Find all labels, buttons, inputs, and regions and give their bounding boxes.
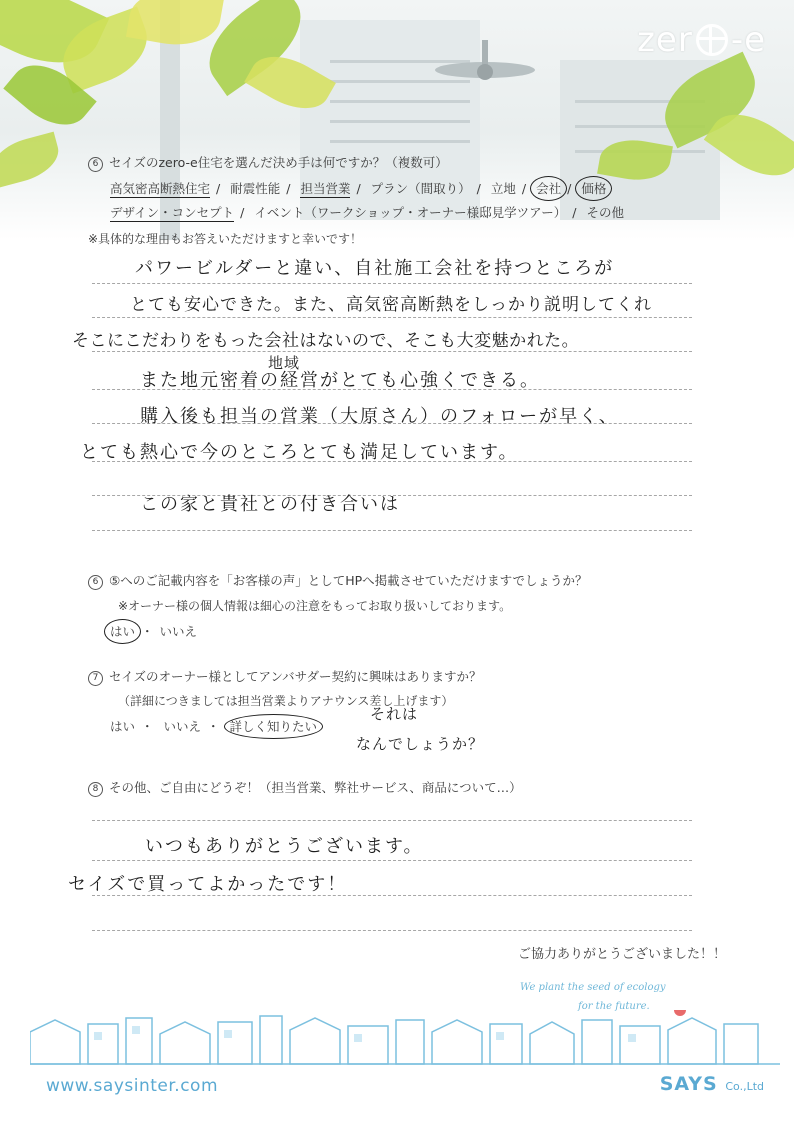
question-number: 8: [88, 782, 103, 797]
option-yes[interactable]: はい: [110, 624, 136, 639]
handwritten-line-4: また地元密着の経営がとても心強くできる。: [140, 370, 540, 391]
logo-text-suffix: -e: [730, 20, 766, 60]
q6-options-row1: 高気密高断熱住宅 / 耐震性能 / 担当営業 / プラン（間取り） / 立地 / 会社 / 価格: [110, 181, 607, 196]
option-location[interactable]: 立地: [490, 181, 516, 196]
eco-slogan-1: We plant the seed of ecology: [520, 982, 666, 993]
question-7: [88, 669, 482, 686]
company-suffix: Co.,Ltd: [725, 1080, 764, 1093]
option-design-concept[interactable]: デザイン・コンセプト: [110, 205, 235, 220]
ambassador-note: （詳細につきましては担当営業よりアナウンス差し上げます）: [118, 694, 454, 708]
globe-icon: [696, 24, 728, 56]
question-publish: [88, 573, 588, 590]
town-illustration: [30, 1010, 780, 1065]
handwritten-insert: 地域: [268, 354, 301, 372]
question-number: 6: [88, 575, 103, 590]
reason-prompt: ※具体的な理由もお答えいただけますと幸いです！: [88, 232, 363, 246]
company-name: SAYS: [659, 1073, 718, 1095]
question-6-text: セイズのzero-e住宅を選んだ決め手は何ですか？（複数可）: [109, 155, 448, 170]
option-price[interactable]: 価格: [581, 181, 607, 196]
q6-options-row2: デザイン・コンセプト / イベント（ワークショップ・オーナー様邸見学ツアー） / その他: [110, 205, 624, 220]
handwritten-comment-1: いつもありがとうございます。: [145, 836, 424, 857]
privacy-note: ※オーナー様の個人情報は細心の注意をもってお取り扱いしております。: [118, 599, 512, 613]
ceiling-fan-icon: [430, 40, 540, 110]
question-8-text: その他、ご自由にどうぞ！（担当営業、弊社サービス、商品について…）: [109, 780, 522, 795]
question-number: 6: [88, 157, 103, 172]
option-other[interactable]: その他: [586, 205, 624, 220]
website-url[interactable]: www.saysinter.com: [46, 1076, 219, 1096]
question-6: [88, 155, 448, 172]
logo-text-prefix: zer: [637, 20, 693, 60]
option-plan[interactable]: プラン（間取り）: [370, 181, 471, 196]
option-want-details[interactable]: 詳しく知りたい: [229, 719, 318, 734]
option-no[interactable]: いいえ: [163, 719, 202, 734]
option-seismic[interactable]: 耐震性能: [230, 181, 281, 196]
handwritten-comment-2: セイズで買ってよかったです！: [68, 874, 348, 895]
company-logo: [660, 1073, 764, 1095]
handwritten-note-2: なんでしょうか？: [356, 735, 485, 753]
option-event[interactable]: イベント（ワークショップ・オーナー様邸見学ツアー）: [254, 205, 567, 220]
handwritten-line-6: とても熱心で今のところとても満足しています。: [80, 442, 519, 463]
handwritten-note-1: それは: [370, 705, 419, 723]
question-number: 7: [88, 671, 103, 686]
eco-slogan-2: for the future.: [578, 1001, 650, 1012]
question-publish-text: ⑤へのご記載内容を「お客様の声」としてHPへ掲載させていただけますでしょうか？: [109, 573, 588, 588]
ambassador-options: はい ・ いいえ ・ 詳しく知りたい: [110, 719, 318, 734]
option-company[interactable]: 会社: [536, 181, 562, 196]
zero-e-logo: [637, 20, 766, 60]
handwritten-line-2: とても安心できた。また、高気密高断熱をしっかり説明してくれ: [130, 295, 652, 315]
option-airtight[interactable]: 高気密高断熱住宅: [110, 181, 211, 196]
question-8: [88, 780, 522, 797]
handwritten-line-5: 購入後も担当の営業（大原さん）のフォローが早く、: [140, 406, 619, 427]
handwritten-line-7: この家と貴社との付き合いは: [140, 494, 400, 515]
question-7-text: セイズのオーナー様としてアンバサダー契約に興味はありますか？: [109, 669, 482, 684]
publish-options: はい ・ いいえ: [110, 624, 198, 639]
closing-message: ご協力ありがとうございました！！: [517, 947, 726, 962]
option-yes[interactable]: はい: [110, 719, 136, 734]
option-no[interactable]: いいえ: [159, 624, 198, 639]
handwritten-line-3: そこにこだわりをもった会社はないので、そこも大変魅かれた。: [72, 331, 580, 351]
handwritten-line-1: パワービルダーと違い、自社施工会社を持つところが: [135, 258, 615, 279]
option-sales-rep[interactable]: 担当営業: [300, 181, 351, 196]
